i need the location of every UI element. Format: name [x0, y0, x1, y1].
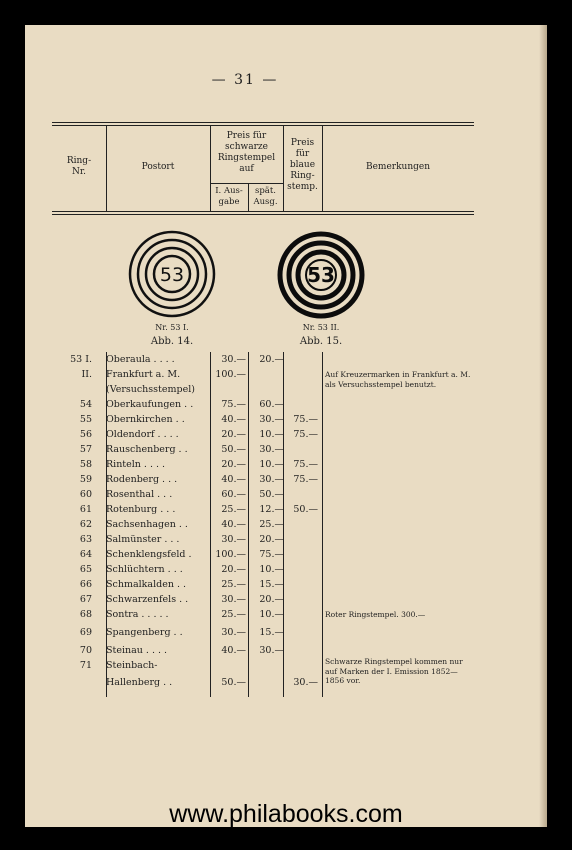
- post-office: Rinteln . . . .: [106, 459, 166, 470]
- post-office: Sontra . . . . .: [106, 609, 169, 620]
- header-first-issue: I. Aus- gabe: [215, 186, 243, 207]
- price-black-late: 25.—: [259, 519, 284, 530]
- table-row: [52, 549, 474, 563]
- post-office: Oberaula . . . .: [106, 354, 175, 365]
- price-black-late: 30.—: [259, 414, 284, 425]
- remark: Roter Ringstempel. 300.—: [325, 610, 426, 619]
- price-blue: 75.—: [293, 414, 318, 425]
- post-office: Rauschenberg . .: [106, 444, 188, 455]
- post-office: Steinbach-: [106, 660, 158, 671]
- ring-stamp-53-i: [128, 230, 216, 318]
- header-ring-nr: Ring- Nr.: [66, 156, 92, 177]
- header-schwarz: Preis für schwarze Ringstempel auf: [217, 131, 276, 174]
- table-row: [52, 444, 474, 458]
- table-row: [52, 414, 474, 428]
- post-office: Frankfurt a. M.: [106, 369, 181, 380]
- price-black-late: 10.—: [259, 459, 284, 470]
- post-office: Oberkaufungen . .: [106, 399, 194, 410]
- price-black-first: 40.—: [221, 519, 246, 530]
- post-office: Schwarzenfels . .: [106, 594, 189, 605]
- price-black-late: 10.—: [259, 564, 284, 575]
- ring-number: 68: [79, 609, 92, 620]
- ring-number: 57: [79, 444, 92, 455]
- post-office: Salmünster . . .: [106, 534, 180, 545]
- ring-number: 65: [79, 564, 92, 575]
- price-blue: 75.—: [293, 459, 318, 470]
- remark: Schwarze Ringstempel kommen nur auf Marken der I. Emission 1852—1856 vor.: [325, 657, 463, 685]
- ring-number: 66: [79, 579, 92, 590]
- price-black-first: 25.—: [221, 609, 246, 620]
- ring-number: 67: [79, 594, 92, 605]
- price-blue: 30.—: [293, 677, 318, 688]
- ring-number: 69: [79, 627, 92, 638]
- ring-number: 58: [79, 459, 92, 470]
- table-row: [52, 429, 474, 443]
- post-office: Hallenberg . .: [106, 677, 173, 688]
- table-row: [52, 399, 474, 413]
- page-edge-shadow: [539, 25, 547, 827]
- subheader-rule: [210, 183, 283, 184]
- post-office: Obernkirchen . .: [106, 414, 185, 425]
- header-top-rule-2: [52, 125, 474, 126]
- price-black-first: 75.—: [221, 399, 246, 410]
- price-black-first: 60.—: [221, 489, 246, 500]
- price-black-late: 20.—: [259, 354, 284, 365]
- ring-stamp-53-ii: [276, 230, 366, 320]
- table-row: [52, 459, 474, 473]
- price-blue: 50.—: [293, 504, 318, 515]
- post-office: Schmalkalden . .: [106, 579, 187, 590]
- price-black-late: 15.—: [259, 627, 284, 638]
- header-postort: Postort: [141, 162, 175, 172]
- price-black-first: 100.—: [215, 369, 246, 380]
- price-black-late: 10.—: [259, 429, 284, 440]
- ring-number: 70: [79, 645, 92, 656]
- ring-number: 56: [79, 429, 92, 440]
- post-office: Steinau . . . .: [106, 645, 168, 656]
- price-black-late: 20.—: [259, 594, 284, 605]
- table-row: [52, 504, 474, 518]
- header-late-issue: spät. Ausg.: [253, 186, 278, 207]
- price-black-first: 40.—: [221, 474, 246, 485]
- price-black-first: 30.—: [221, 354, 246, 365]
- price-black-first: 25.—: [221, 504, 246, 515]
- ring-number: II.: [81, 369, 92, 380]
- table-row: [52, 519, 474, 533]
- price-black-first: 20.—: [221, 429, 246, 440]
- ring-number: 59: [79, 474, 92, 485]
- table-row: [52, 534, 474, 548]
- watermark-footer: www.philabooks.com: [169, 800, 403, 828]
- price-black-late: 15.—: [259, 579, 284, 590]
- price-black-first: 30.—: [221, 594, 246, 605]
- table-row: [52, 564, 474, 578]
- ring-number: 61: [79, 504, 92, 515]
- price-black-late: 75.—: [259, 549, 284, 560]
- price-black-first: 20.—: [221, 564, 246, 575]
- post-office: Schlüchtern . . .: [106, 564, 183, 575]
- ring-number: 71: [79, 660, 92, 671]
- figure-label: Abb. 14.: [150, 336, 194, 347]
- header-bottom-rule: [52, 211, 474, 212]
- figure-caption: Nr. 53 II.: [302, 323, 340, 332]
- stamp-price-table: [52, 352, 474, 697]
- price-black-late: 12.—: [259, 504, 284, 515]
- ring-number: 64: [79, 549, 92, 560]
- stamp-number: 53: [159, 264, 185, 286]
- post-office: Rosenthal . . .: [106, 489, 173, 500]
- table-header: [52, 122, 474, 214]
- price-blue: 75.—: [293, 474, 318, 485]
- table-row: [52, 489, 474, 503]
- price-black-late: 30.—: [259, 474, 284, 485]
- price-black-first: 30.—: [221, 534, 246, 545]
- table-row: [52, 474, 474, 488]
- price-black-late: 20.—: [259, 534, 284, 545]
- ring-number: 54: [79, 399, 92, 410]
- ring-number: 62: [79, 519, 92, 530]
- header-bemerkungen: Bemerkungen: [365, 162, 431, 172]
- post-office: Spangenberg . .: [106, 627, 183, 638]
- price-black-late: 30.—: [259, 645, 284, 656]
- post-office: Oldendorf . . . .: [106, 429, 179, 440]
- table-row: [52, 579, 474, 593]
- price-black-late: 30.—: [259, 444, 284, 455]
- page-number: — 31 —: [211, 72, 279, 88]
- table-row: [52, 627, 474, 641]
- price-black-late: 50.—: [259, 489, 284, 500]
- header-blue: Preis für blaue Ring- stemp.: [287, 138, 318, 192]
- figure-label: Abb. 15.: [299, 336, 343, 347]
- post-office: Rotenburg . . .: [106, 504, 176, 515]
- price-black-first: 20.—: [221, 459, 246, 470]
- post-office: Rodenberg . . .: [106, 474, 178, 485]
- table-row: [52, 594, 474, 608]
- post-office: (Versuchsstempel): [106, 384, 195, 395]
- ring-number: 60: [79, 489, 92, 500]
- price-black-first: 50.—: [221, 444, 246, 455]
- post-office: Sachsenhagen . .: [106, 519, 188, 530]
- price-black-first: 40.—: [221, 645, 246, 656]
- remark: Auf Kreuzermarken in Frankfurt a. M. als Versuchsstempel benutzt.: [325, 370, 471, 389]
- header-top-rule: [52, 122, 474, 123]
- post-office: Schenklengsfeld .: [106, 549, 192, 560]
- price-black-late: 60.—: [259, 399, 284, 410]
- stamp-number: 53: [307, 263, 335, 287]
- header-bottom-rule-2: [52, 214, 474, 215]
- price-black-first: 30.—: [221, 627, 246, 638]
- price-black-first: 100.—: [215, 549, 246, 560]
- table-row: [52, 354, 474, 368]
- price-black-late: 10.—: [259, 609, 284, 620]
- ring-number: 63: [79, 534, 92, 545]
- price-blue: 75.—: [293, 429, 318, 440]
- figure-caption: Nr. 53 I.: [155, 323, 189, 332]
- price-black-first: 40.—: [221, 414, 246, 425]
- price-black-first: 50.—: [221, 677, 246, 688]
- ring-number: 55: [79, 414, 92, 425]
- price-black-first: 25.—: [221, 579, 246, 590]
- ring-number: 53 I.: [70, 354, 92, 365]
